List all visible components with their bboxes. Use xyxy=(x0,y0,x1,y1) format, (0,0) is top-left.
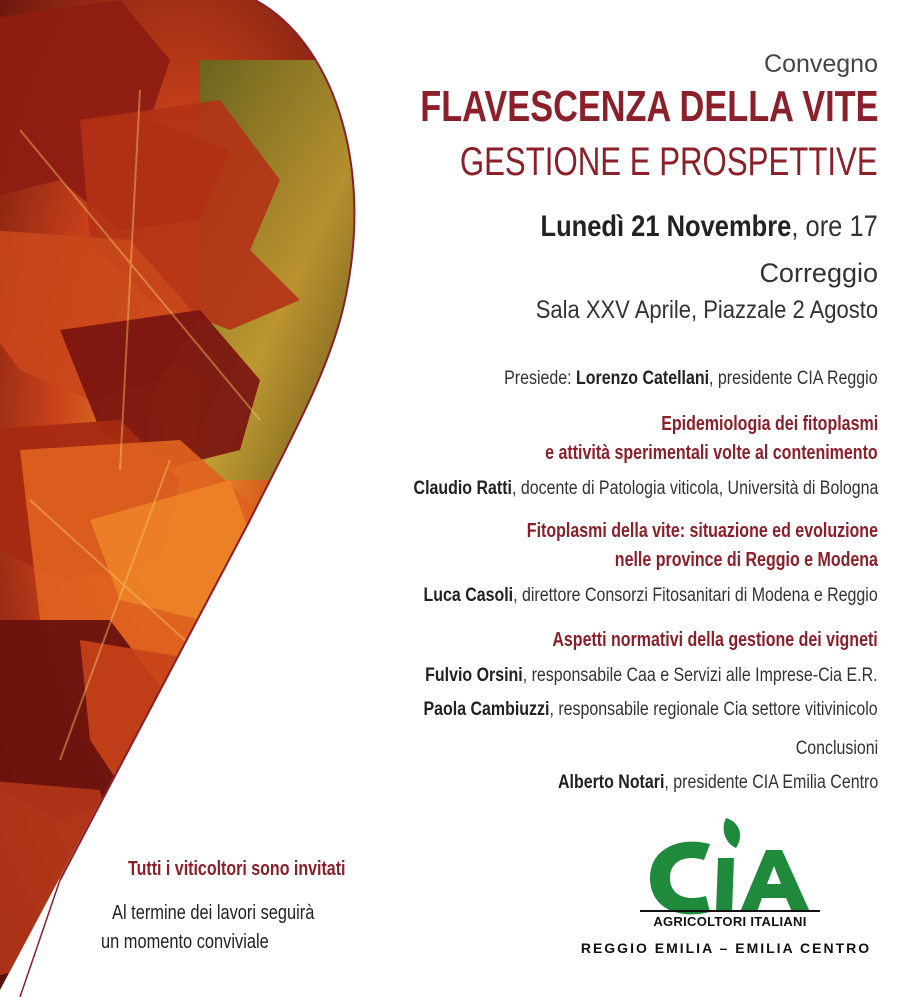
page-title: FLAVESCENZA DELLA VITE xyxy=(419,82,878,131)
page-subtitle: GESTIONE E PROSPETTIVE xyxy=(460,140,878,184)
speaker-line xyxy=(413,478,878,500)
chair-role: , presidente CIA Reggio xyxy=(709,368,878,389)
event-type-label: Convegno xyxy=(764,50,878,78)
speaker-line xyxy=(426,665,878,687)
after-event-note: un momento conviviale xyxy=(101,931,269,953)
logo-region: REGGIO EMILIA – EMILIA CENTRO xyxy=(580,940,872,956)
invitation-note: Tutti i viticoltori sono invitati xyxy=(128,858,346,880)
event-date: Lunedì 21 Novembre xyxy=(540,210,792,243)
event-datetime xyxy=(541,210,878,244)
talk-title: Fitoplasmi della vite: situazione ed evoluzione xyxy=(526,520,878,542)
event-city: Correggio xyxy=(759,258,878,288)
chair-label: Presiede: xyxy=(504,368,577,389)
event-time: , ore 17 xyxy=(791,210,878,243)
speaker-role: , responsabile regionale Cia settore vitivinicolo xyxy=(549,699,878,720)
speaker-name: Claudio Ratti xyxy=(413,478,512,499)
speaker-role: , responsabile Caa e Servizi alle Imprese-Cia E.R. xyxy=(523,665,878,686)
talk-title: Aspetti normativi della gestione dei vigneti xyxy=(552,629,878,651)
speaker-name: Alberto Notari xyxy=(557,772,665,793)
speaker-line xyxy=(424,699,878,721)
talk-title: Epidemiologia dei fitoplasmi xyxy=(661,413,878,435)
speaker-name: Paola Cambiuzzi xyxy=(423,699,550,720)
after-event-note: Al termine dei lavori seguirà xyxy=(112,902,315,924)
speaker-name: Fulvio Orsini xyxy=(425,665,524,686)
speaker-name: Luca Casoli xyxy=(423,585,514,606)
conclusion-label: Conclusioni xyxy=(795,738,878,759)
talk-title: e attività sperimentali volte al contenimento xyxy=(545,442,878,464)
speaker-role: , presidente CIA Emilia Centro xyxy=(664,772,878,793)
logo-tagline: AGRICOLTORI ITALIANI xyxy=(640,910,820,929)
talk-title: nelle province di Reggio e Modena xyxy=(614,549,878,571)
speaker-role: , direttore Consorzi Fitosanitari di Modena e Reggio xyxy=(513,585,878,606)
speaker-line xyxy=(424,585,878,607)
chair-line xyxy=(505,368,878,390)
event-venue: Sala XXV Aprile, Piazzale 2 Agosto xyxy=(535,296,878,324)
speaker-role: , docente di Patologia viticola, Università di Bologna xyxy=(511,478,878,499)
chair-name: Lorenzo Catellani xyxy=(576,368,710,389)
conclusion-speaker xyxy=(558,772,878,794)
